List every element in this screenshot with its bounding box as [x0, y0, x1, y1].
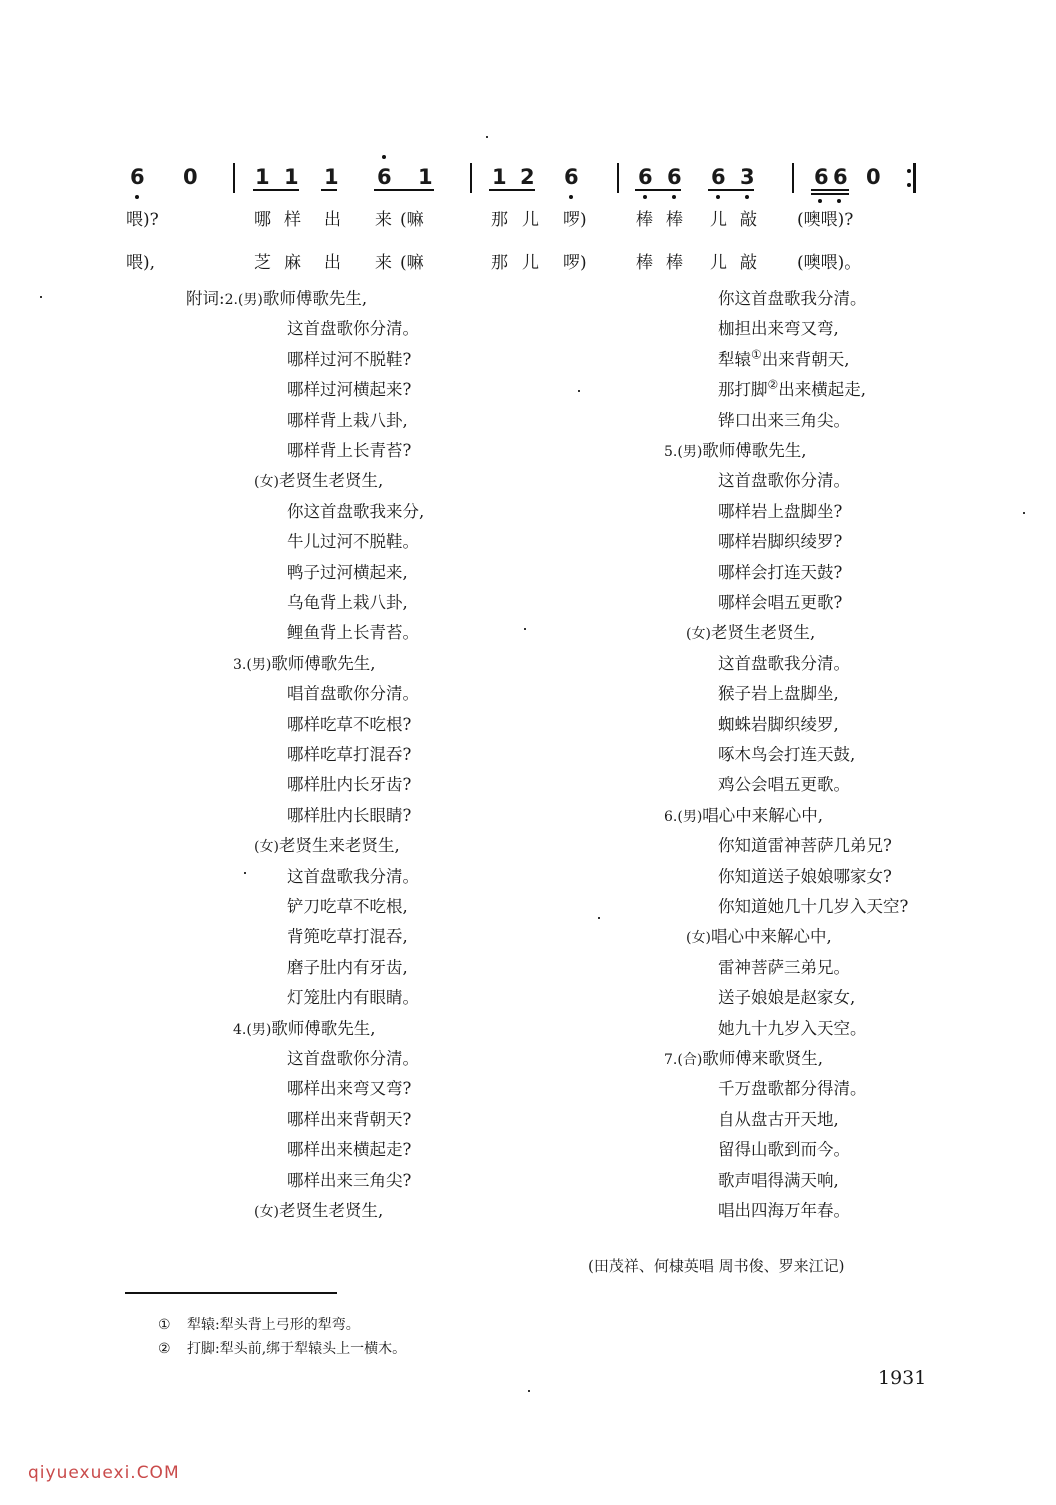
- octave-dot: [818, 199, 822, 203]
- lyric-line: [287, 802, 411, 826]
- lyric-text: 猴子岩上盘脚坐,: [718, 684, 839, 704]
- octave-dot: [382, 155, 386, 159]
- note: 6: [638, 165, 653, 189]
- lyric: (嘛: [400, 210, 424, 230]
- lyric-line: [254, 832, 400, 856]
- lyric-line: [287, 1106, 411, 1130]
- lyric-line: [718, 954, 850, 978]
- beam: [489, 189, 535, 191]
- lyric-text: 鲤鱼背上长青苔。: [287, 623, 419, 643]
- lyric-text: 哪样吃草打混吞?: [287, 745, 412, 764]
- lyric-text: 留得山歌到而今。: [718, 1140, 850, 1160]
- footnote-ref: ①: [751, 347, 762, 362]
- note: 1: [284, 165, 299, 189]
- lyric: 来: [375, 253, 392, 273]
- footnote-ref: ②: [767, 377, 779, 392]
- lyric: (噢喂)?: [797, 210, 854, 230]
- scan-speck: [486, 136, 488, 138]
- lyric-line: [287, 771, 411, 795]
- lyric-line: [287, 315, 419, 339]
- lyric-line: [718, 863, 892, 887]
- lyric-line: [287, 1167, 411, 1191]
- lyric-line: [287, 680, 419, 704]
- lyric-line: [718, 893, 908, 917]
- lyric-text: 歌师傅歌先生,: [271, 653, 376, 673]
- lyric-text: 那打脚: [718, 380, 768, 400]
- note: 6: [130, 165, 145, 189]
- barline: [792, 163, 794, 193]
- note: 6: [833, 165, 848, 189]
- lyric-text: 哪样肚内长牙齿?: [287, 775, 412, 795]
- scan-speck: [524, 628, 526, 630]
- note: 6: [667, 165, 682, 189]
- lyric-line: [287, 1136, 411, 1160]
- beam: [811, 189, 849, 191]
- note: 1: [255, 165, 270, 189]
- lyric-line: [287, 346, 411, 370]
- singer-role: (女): [254, 1204, 279, 1220]
- lyric: 芝: [254, 253, 271, 273]
- footnote: [158, 1338, 406, 1358]
- lyric: 棒: [666, 210, 683, 230]
- note: 6: [564, 165, 579, 189]
- lyric-line: [718, 559, 842, 583]
- beam: [321, 189, 337, 191]
- singer-role: (男): [246, 656, 272, 673]
- lyric-text: 这首盘歌我分清。: [287, 866, 419, 886]
- lyric-text: 唱出四海万年春。: [718, 1201, 850, 1220]
- singer-role: (合): [677, 1052, 703, 1068]
- lyric: 儿: [710, 253, 727, 273]
- note: 6: [814, 165, 829, 189]
- note: 1: [492, 165, 507, 189]
- lyric-text: 雷神菩萨三弟兄。: [718, 957, 850, 977]
- lyric: 喂),: [126, 253, 156, 273]
- scan-speck: [1023, 512, 1025, 514]
- lyric-line: [718, 346, 850, 370]
- lyric: 啰): [563, 253, 587, 273]
- lyric-text: 送子娘娘是赵家女,: [718, 988, 856, 1008]
- lyric-text: 唱首盘歌你分清。: [287, 684, 419, 704]
- lyric: 那: [491, 253, 508, 273]
- lyric-text: 歌声唱得满天响,: [718, 1170, 839, 1190]
- lyric: 喂)?: [126, 210, 159, 230]
- lyric-line: [287, 619, 419, 643]
- lyric-line: [718, 467, 850, 491]
- lyric-text: 老贤生老贤生,: [710, 623, 816, 643]
- lyric: 哪: [254, 210, 271, 230]
- lyric-text: 千万盘歌都分得清。: [718, 1079, 867, 1099]
- lyric-line: [287, 984, 419, 1008]
- lyric-line: [287, 893, 408, 917]
- beam: [253, 189, 299, 191]
- scan-speck: [598, 917, 600, 919]
- lyric: 出: [324, 253, 341, 273]
- lyric-text: 哪样背上栽八卦,: [287, 410, 408, 430]
- octave-dot: [569, 195, 573, 199]
- lyric-line: [233, 650, 376, 674]
- lyric-line: [287, 863, 419, 887]
- lyric-text: 这首盘歌我分清。: [718, 653, 850, 673]
- lyric-line: [718, 315, 839, 339]
- lyric-text: 她九十九岁入天空。: [718, 1018, 867, 1038]
- octave-dot: [837, 199, 841, 203]
- beam: [635, 189, 681, 191]
- verse-number: 7.: [664, 1052, 678, 1068]
- lyric: (嘛: [400, 253, 424, 273]
- lyric-line: [287, 437, 411, 461]
- lyric-line: [718, 1106, 839, 1130]
- verse-number: 2.: [224, 292, 238, 308]
- lyric: 儿: [710, 210, 727, 230]
- lyric-line: [718, 376, 866, 400]
- scan-speck: [244, 872, 246, 874]
- verse-number: 5.: [664, 444, 678, 460]
- beam: [374, 189, 434, 191]
- lyric-text: 哪样出来弯又弯?: [287, 1079, 412, 1099]
- lyric-text: 乌龟背上栽八卦,: [287, 593, 408, 612]
- lyric: 来: [375, 210, 392, 230]
- lyric-line: [287, 528, 419, 552]
- lyric-line: [686, 923, 832, 947]
- lyric: 敲: [740, 253, 757, 273]
- lyric-line: [287, 741, 411, 765]
- lyric: 儿: [522, 210, 539, 230]
- lyric-line: [718, 771, 850, 795]
- barline: [470, 163, 472, 193]
- singer-role: (女): [686, 930, 711, 947]
- lyric-text: 哪样会唱五更歌?: [718, 593, 843, 612]
- lyric-text: 这首盘歌你分清。: [287, 1049, 419, 1068]
- watermark: qiyuexuexi.COM: [28, 1463, 180, 1483]
- lyric-text: 歌师傅歌先生,: [262, 289, 368, 308]
- verse-number: 3.: [233, 656, 247, 673]
- lyric-text: 你知道雷神菩萨几弟兄?: [718, 836, 892, 856]
- lyric-text: 哪样岩脚织绫罗?: [718, 532, 843, 552]
- octave-dot: [135, 195, 139, 199]
- lyric-line: [718, 984, 855, 1008]
- lyric-line: [718, 407, 850, 431]
- lyric-line: [718, 1015, 867, 1039]
- lyric: 样: [284, 210, 301, 230]
- note: 0: [183, 165, 198, 189]
- verse-number: 4.: [233, 1021, 247, 1038]
- lyric: 出: [324, 210, 341, 230]
- lyric-line: [718, 741, 855, 765]
- lyric-text: 哪样出来横起走?: [287, 1140, 412, 1160]
- lyric-text: 蜘蛛岩脚织绫罗,: [718, 714, 839, 734]
- singer-role: (男): [677, 808, 703, 825]
- lyric-line: [287, 407, 408, 431]
- lyric-line: [287, 1075, 411, 1099]
- lyric-text: 哪样过河横起来?: [287, 380, 412, 400]
- lyric-line: [287, 954, 408, 978]
- music-score: [0, 155, 1056, 275]
- lyric: 那: [491, 210, 508, 230]
- lyric-line: [186, 285, 367, 309]
- lyric-text: 你这首盘歌我来分,: [287, 501, 425, 521]
- lyric-text: 你知道送子娘娘哪家女?: [718, 866, 892, 886]
- scan-speck: [528, 1390, 530, 1392]
- lyric-text: 歌师傅来歌贤生,: [702, 1049, 824, 1068]
- lyric-line: [718, 1136, 850, 1160]
- lyric-text: 犁辕: [718, 349, 751, 369]
- lyric-text: 哪样肚内长眼睛?: [287, 805, 412, 825]
- octave-dot: [716, 195, 720, 199]
- lyric-line: [254, 1197, 383, 1221]
- beam: [811, 193, 849, 195]
- singer-role: (男): [677, 444, 703, 460]
- scan-speck: [40, 296, 42, 298]
- lyric-text: 铲刀吃草不吃根,: [287, 897, 408, 916]
- lyric-text: 枷担出来弯又弯,: [718, 319, 839, 339]
- lyric-line: [287, 923, 408, 947]
- lyric-line: [718, 1197, 850, 1221]
- repeat-dot: [907, 169, 911, 173]
- footnote-text: 打脚:犁头前,绑于犁辕头上一横木。: [187, 1341, 407, 1357]
- octave-dot: [745, 195, 749, 199]
- performer-credit: (田茂祥、何棣英唱 周书俊、罗来江记): [588, 1257, 845, 1275]
- lyric-text: 灯笼肚内有眼睛。: [287, 988, 419, 1008]
- lyric-line: [686, 619, 815, 643]
- lyric-text: 你知道她几十几岁入天空?: [718, 897, 909, 916]
- lyric-text: 歌师傅歌先生,: [702, 441, 807, 460]
- lyric-text: 牛儿过河不脱鞋。: [287, 532, 419, 552]
- lyric-text: 哪样会打连天鼓?: [718, 562, 843, 582]
- lyric-text: 哪样岩上盘脚坐?: [718, 501, 843, 521]
- lyric-text: 这首盘歌你分清。: [287, 319, 419, 339]
- lyric-line: [718, 589, 842, 613]
- lyric: (噢喂)。: [797, 253, 862, 273]
- footnote-text: 犁辕:犁头背上弓形的犁弯。: [187, 1317, 360, 1333]
- lyric-text: 铧口出来三角尖。: [718, 410, 850, 430]
- lyric: 啰): [563, 210, 587, 230]
- lyric-line: [254, 467, 383, 491]
- lyric-text: 歌师傅歌先生,: [271, 1018, 376, 1038]
- final-barline: [913, 163, 916, 193]
- barline: [233, 163, 235, 193]
- appendix-label: 附词:: [186, 289, 225, 308]
- lyric-text: 哪样过河不脱鞋?: [287, 349, 412, 369]
- lyric: 棒: [636, 210, 653, 230]
- octave-dot: [643, 195, 647, 199]
- lyric-line: [718, 1167, 839, 1191]
- lyric-text: 哪样吃草不吃根?: [287, 714, 412, 734]
- lyric: 棒: [636, 253, 653, 273]
- lyric-line: [287, 711, 411, 735]
- note: 6: [377, 165, 392, 189]
- lyric-line: [287, 376, 411, 400]
- lyric: 麻: [284, 253, 301, 273]
- scan-speck: [578, 390, 580, 392]
- footnote-divider: [125, 1292, 337, 1294]
- lyric-text: 哪样出来背朝天?: [287, 1109, 412, 1129]
- note: 1: [324, 165, 339, 189]
- beam: [708, 189, 754, 191]
- lyric-line: [718, 528, 842, 552]
- lyric-line: [718, 1075, 867, 1099]
- verse-number: 6.: [664, 808, 678, 825]
- lyric-text: 这首盘歌你分清。: [718, 471, 850, 491]
- lyric-text: 出来背朝天,: [761, 349, 850, 369]
- note: 1: [418, 165, 433, 189]
- lyric-text: 啄木鸟会打连天鼓,: [718, 745, 856, 764]
- lyric-line: [664, 1045, 823, 1069]
- singer-role: (女): [254, 839, 279, 856]
- barline: [617, 163, 619, 193]
- note: 2: [520, 165, 535, 189]
- lyric-text: 鸡公会唱五更歌。: [718, 775, 850, 795]
- lyric-line: [233, 1015, 376, 1039]
- lyric-text: 自从盘古开天地,: [718, 1109, 839, 1129]
- note: 0: [866, 165, 881, 189]
- lyric-line: [718, 832, 892, 856]
- lyric-line: [287, 1045, 419, 1069]
- singer-role: (女): [254, 474, 279, 491]
- lyric-line: [718, 711, 839, 735]
- lyric-text: 哪样背上长青苔?: [287, 441, 412, 460]
- footnote-mark: ②: [158, 1341, 171, 1357]
- lyric-text: 老贤生来老贤生,: [278, 836, 400, 856]
- lyric-line: [718, 285, 867, 309]
- lyric-line: [718, 680, 839, 704]
- lyric: 儿: [522, 253, 539, 273]
- singer-role: (女): [686, 626, 711, 643]
- lyric-line: [664, 437, 807, 461]
- lyric-line: [287, 589, 408, 613]
- lyric-text: 唱心中来解心中,: [710, 927, 832, 947]
- lyric-text: 出来横起走,: [778, 380, 867, 400]
- note: 3: [740, 165, 755, 189]
- repeat-dot: [907, 183, 911, 187]
- lyric-text: 磨子肚内有牙齿,: [287, 957, 408, 977]
- singer-role: (男): [237, 292, 263, 308]
- lyric-line: [718, 650, 850, 674]
- lyric-text: 哪样出来三角尖?: [287, 1170, 412, 1190]
- footnote: [158, 1314, 360, 1334]
- lyric-line: [287, 498, 424, 522]
- lyric-line: [664, 802, 823, 826]
- lyric-line: [718, 498, 842, 522]
- lyric-line: [287, 559, 408, 583]
- note: 6: [711, 165, 726, 189]
- lyric-text: 老贤生老贤生,: [278, 1201, 384, 1220]
- lyric-text: 唱心中来解心中,: [702, 805, 824, 825]
- octave-dot: [672, 195, 676, 199]
- lyric-text: 你这首盘歌我分清。: [718, 289, 867, 308]
- footnote-mark: ①: [158, 1317, 171, 1333]
- lyric: 棒: [666, 253, 683, 273]
- page-number: 1931: [878, 1367, 927, 1389]
- singer-role: (男): [246, 1021, 272, 1038]
- lyric-text: 鸭子过河横起来,: [287, 562, 408, 582]
- lyric-text: 背篼吃草打混吞,: [287, 927, 408, 947]
- lyric-text: 老贤生老贤生,: [278, 471, 384, 491]
- lyric: 敲: [740, 210, 757, 230]
